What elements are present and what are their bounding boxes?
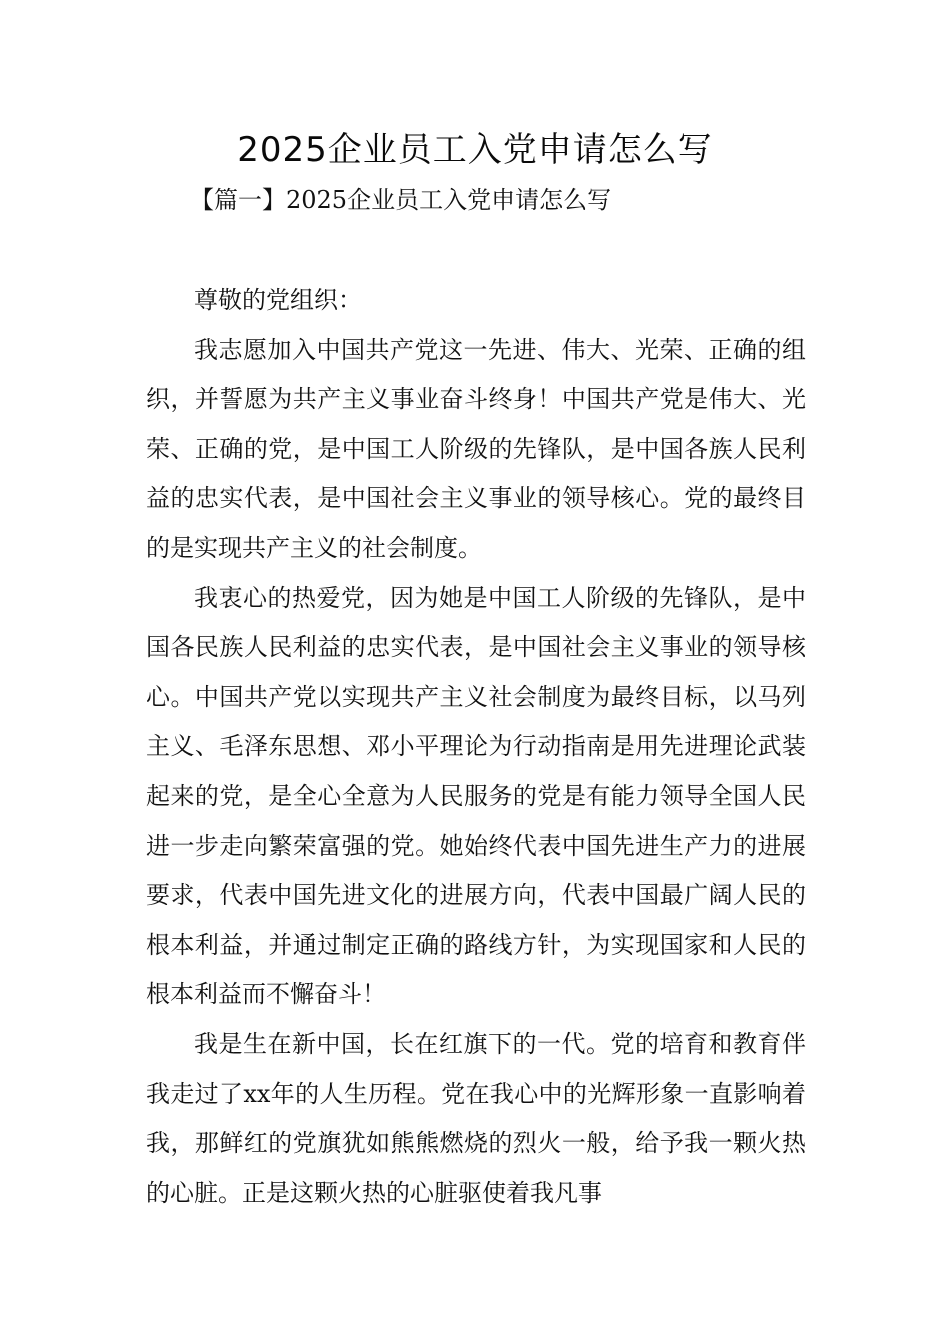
document-subtitle: 【篇一】2025企业员工入党申请怎么写 — [190, 186, 612, 214]
document-body — [146, 276, 806, 1218]
document-title: 2025企业员工入党申请怎么写 — [237, 130, 713, 170]
paragraph-3: 我是生在新中国，长在红旗下的一代。党的培育和教育伴我走过了xx年的人生历程。党在我心中的光辉形象一直影响着我，那鲜红的党旗犹如熊熊燃烧的烈火一般，给予我一颗火热的心脏。正是这颗火热的心脏驱使着我凡事 — [146, 1029, 806, 1207]
salutation: 尊敬的党组织： — [194, 286, 362, 314]
paragraph-1: 我志愿加入中国共产党这一先进、伟大、光荣、正确的组织，并誓愿为共产主义事业奋斗终身！中国共产党是伟大、光荣、正确的党，是中国工人阶级的先锋队，是中国各族人民利益的忠实代表，是中国社会主义事业的领导核心。党的最终目的是实现共产主义的社会制度。 — [146, 335, 806, 562]
paragraph-2: 我衷心的热爱党，因为她是中国工人阶级的先锋队，是中国各民族人民利益的忠实代表，是中国社会主义事业的领导核心。中国共产党以实现共产主义社会制度为最终目标，以马列主义、毛泽东思想、邓小平理论为行动指南是用先进理论武装起来的党，是全心全意为人民服务的党是有能力领导全国人民进一步走向繁荣富强的党。她始终代表中国先进生产力的进展要求，代表中国先进文化的进展方向，代表中国最广阔人民的根本利益，并通过制定正确的路线方针，为实现国家和人民的根本利益而不懈奋斗！ — [146, 583, 806, 1009]
